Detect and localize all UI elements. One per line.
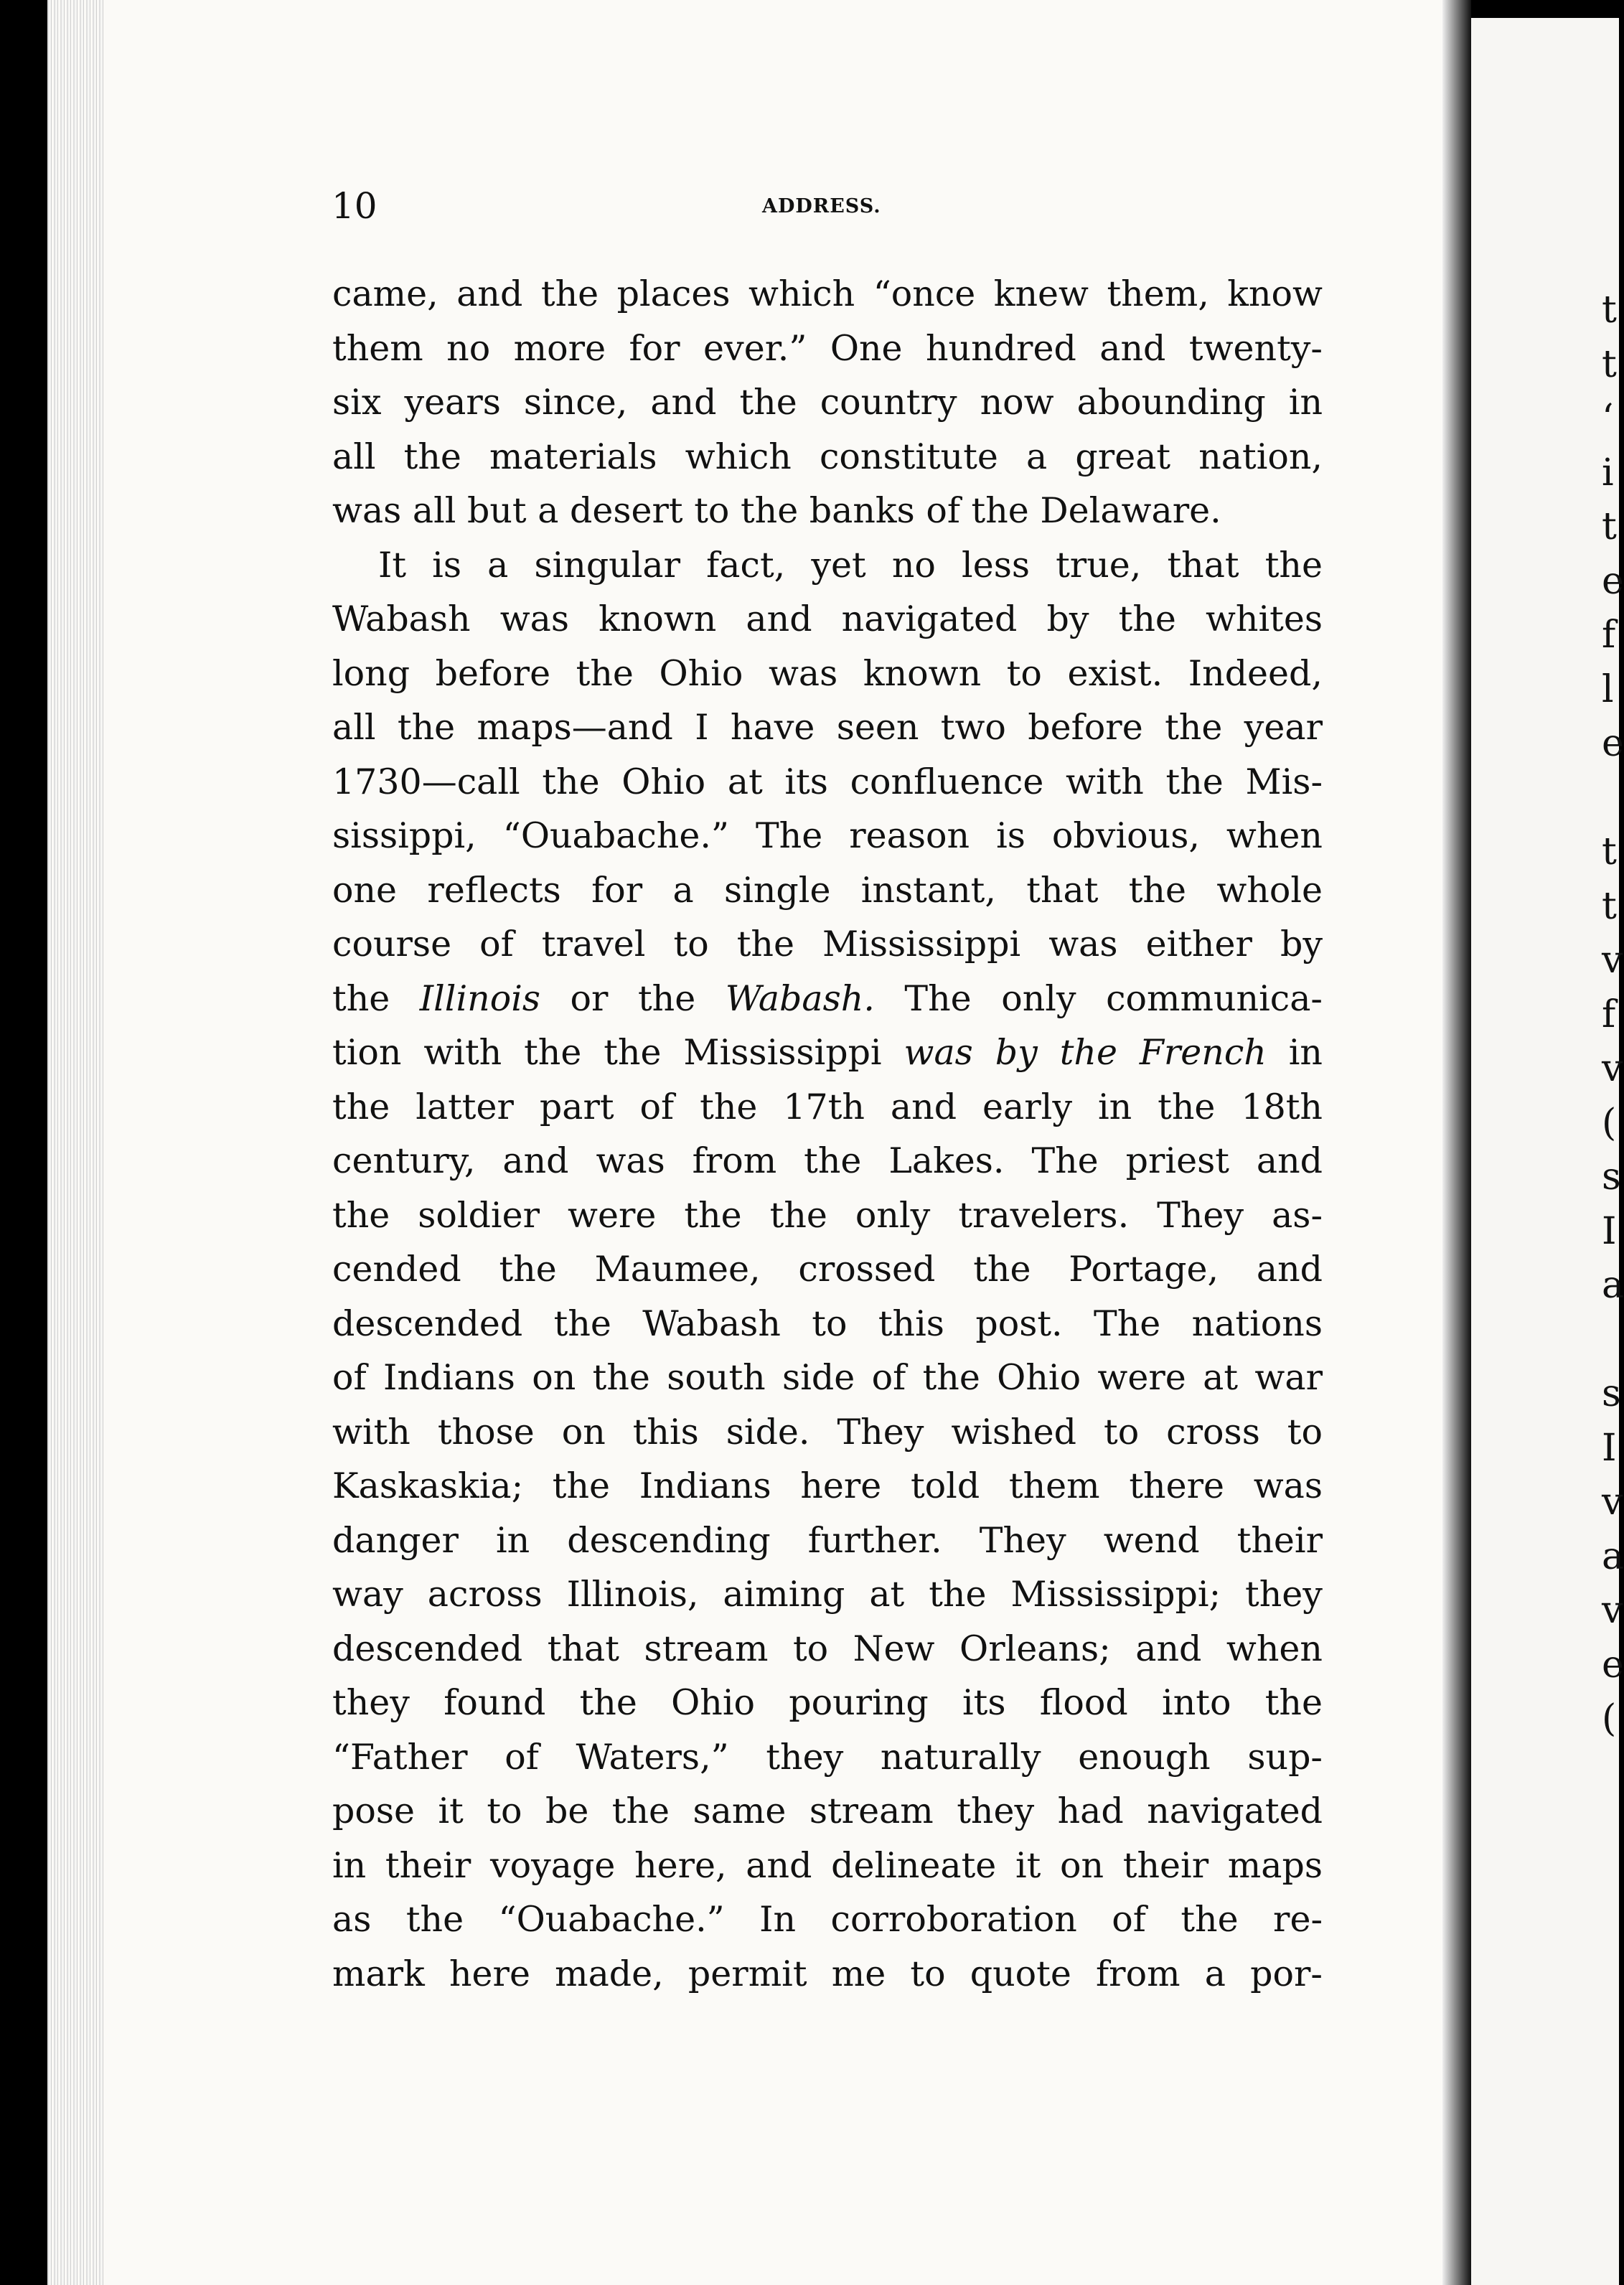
italic-text: Illinois [419, 977, 541, 1019]
facing-page-fragment: e [1602, 722, 1624, 765]
facing-page-fragment: ( [1602, 1101, 1617, 1145]
facing-page-fragment: v [1602, 1589, 1623, 1632]
facing-page-text [1602, 283, 1623, 1747]
facing-page-fragment: I [1602, 1426, 1617, 1470]
text-span: The only communica- [874, 977, 1323, 1019]
facing-page-fragment: s [1602, 1155, 1621, 1198]
text-line: danger in descending further. They wend their [332, 1519, 1323, 1561]
facing-page-fragment: t [1602, 288, 1617, 332]
facing-page-fragment: a [1602, 1264, 1624, 1307]
facing-page-fragment: e [1602, 1643, 1624, 1686]
facing-page-fragment: v [1602, 1481, 1623, 1524]
facing-page-fragment: f [1602, 614, 1616, 657]
text-span: the [332, 977, 420, 1019]
facing-page-fragment: f [1602, 993, 1616, 1036]
text-line: the soldier were the the only travelers. They as- [332, 1194, 1323, 1236]
page-gutter [1442, 0, 1471, 2285]
text-line: in their voyage here, and delineate it on their maps [332, 1844, 1323, 1886]
text-line: It is a singular fact, yet no less true, that the [378, 544, 1323, 586]
facing-page-fragment: ‘ [1602, 397, 1614, 440]
text-line: of Indians on the south side of the Ohio were at war [332, 1357, 1323, 1398]
facing-page-fragment: i [1602, 451, 1614, 494]
italic-text: Wabash. [725, 977, 875, 1019]
text-line: they found the Ohio pouring its flood into the [332, 1682, 1323, 1723]
text-line: mark here made, permit me to quote from a por- [332, 1953, 1323, 1994]
text-line: all the materials which constitute a great nation, [332, 436, 1323, 477]
facing-page-fragment [1602, 1313, 1623, 1368]
text-line: was all but a desert to the banks of the Delaware. [332, 490, 1221, 531]
page-number: 10 [332, 185, 377, 227]
text-span: or the [540, 977, 726, 1019]
text-line: cended the Maumee, crossed the Portage, and [332, 1249, 1323, 1290]
text-line: long before the Ohio was known to exist. Indeed, [332, 652, 1323, 694]
text-line: way across Illinois, aiming at the Mississippi; they [332, 1574, 1323, 1615]
text-line: the latter part of the 17th and early in the 18th [332, 1086, 1323, 1127]
italic-text: was by the French [903, 1032, 1267, 1073]
facing-page [1471, 18, 1619, 2285]
text-line: 1730—call the Ohio at its confluence with the Mis- [332, 761, 1323, 802]
facing-page-fragment [1602, 771, 1623, 826]
text-line: Kaskaskia; the Indians here told them there was [332, 1465, 1323, 1506]
facing-page-fragment: t [1602, 505, 1617, 548]
running-head: ADDRESS. [762, 195, 881, 217]
facing-page-fragment: e [1602, 559, 1624, 603]
text-line: course of travel to the Mississippi was either by [332, 924, 1323, 965]
text-line: one reflects for a single instant, that the whole [332, 869, 1323, 911]
body-text [332, 267, 1323, 2001]
text-line: sissippi, “Ouabache.” The reason is obvious, when [332, 815, 1323, 856]
facing-page-fragment: I [1602, 1209, 1617, 1253]
facing-page-fragment: l [1602, 667, 1614, 711]
facing-page-fragment: s [1602, 1372, 1621, 1415]
text-line: six years since, and the country now abounding in [332, 382, 1323, 423]
text-line-mixed [332, 1026, 1323, 1080]
facing-page-fragment: t [1602, 342, 1617, 386]
text-line: descended that stream to New Orleans; and when [332, 1628, 1323, 1669]
facing-page-fragment: v [1602, 939, 1623, 982]
text-line: pose it to be the same stream they had navigated [332, 1791, 1323, 1831]
text-line: century, and was from the Lakes. The priest and [332, 1140, 1323, 1181]
text-span: in [1266, 1032, 1323, 1073]
page-binding-edge [47, 0, 105, 2285]
text-line: descended the Wabash to this post. The nations [332, 1303, 1323, 1344]
text-span: tion with the the Mississippi [332, 1032, 904, 1073]
text-line: came, and the places which “once knew them, know [332, 273, 1323, 314]
text-line: them no more for ever.” One hundred and twenty- [332, 327, 1323, 369]
text-line: as the “Ouabache.” In corroboration of the re- [332, 1899, 1323, 1940]
facing-page-fragment: a [1602, 1534, 1624, 1578]
text-line-mixed [332, 972, 1323, 1026]
facing-page-fragment: v [1602, 1047, 1623, 1090]
facing-page-fragment: ( [1602, 1697, 1617, 1740]
facing-page-fragment: t [1602, 884, 1617, 928]
facing-page-fragment: t [1602, 830, 1617, 873]
text-line: all the maps—and I have seen two before the year [332, 707, 1323, 748]
text-line: “Father of Waters,” they naturally enough sup- [332, 1736, 1323, 1778]
text-line: with those on this side. They wished to cross to [332, 1411, 1323, 1453]
text-line: Wabash was known and navigated by the whites [332, 599, 1323, 639]
